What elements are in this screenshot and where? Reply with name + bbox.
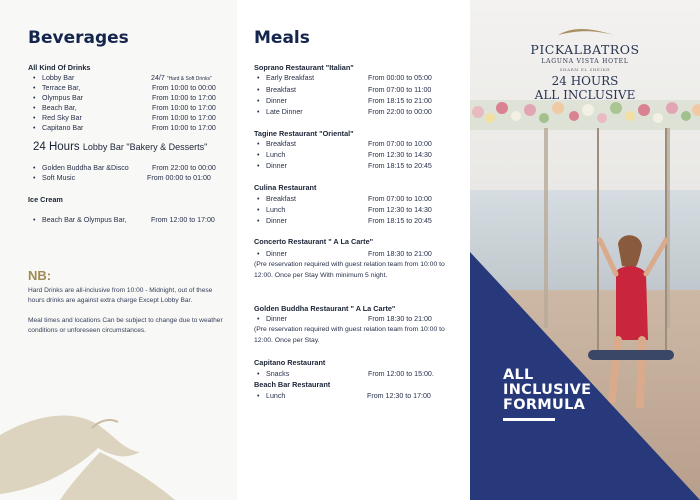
- meal-row: • Lunch From 12:30 to 17:00: [257, 392, 431, 400]
- formula-line-1: ALL: [503, 367, 534, 383]
- cover-hours: 24 HOURS: [551, 74, 619, 88]
- soprano-header: Soprano Restaurant "Italian": [254, 63, 354, 72]
- meal-row: • Snacks From 12:00 to 15:00.: [257, 370, 434, 378]
- meals-title: Meals: [254, 28, 310, 48]
- meal-row: • Dinner From 18:15 to 21:00: [257, 97, 432, 105]
- bird-watermark-icon: [0, 390, 237, 500]
- meal-row: • Late Dinner From 22:00 to 00:00: [257, 108, 432, 116]
- drink-row: • Capitano Bar From 10:00 to 17:00: [33, 124, 216, 132]
- capitano-header: Capitano Restaurant: [254, 358, 326, 367]
- cover-panel: [470, 0, 700, 500]
- drink-row: • Beach Bar & Olympus Bar, From 12:00 to 17:00: [33, 216, 215, 224]
- brand-subtitle: LAGUNA VISTA HOTEL: [541, 58, 629, 65]
- meal-row: • Dinner From 18:15 to 20:45: [257, 217, 432, 225]
- meals-panel: [237, 0, 470, 500]
- drink-row: • Lobby Bar 24/7 "Hard & Soft Drinks": [33, 74, 212, 82]
- drink-row: • Golden Buddha Bar &Disco From 22:00 to 00:00: [33, 164, 216, 172]
- concerto-header: Concerto Restaurant " A La Carte": [254, 237, 374, 246]
- brand-name: PICKALBATROS: [530, 42, 640, 57]
- meal-row: • Dinner From 18:30 to 21:00: [257, 315, 432, 323]
- ice-cream-header: Ice Cream: [28, 195, 63, 204]
- culina-header: Culina Restaurant: [254, 183, 317, 192]
- beachbar-header: Beach Bar Restaurant: [254, 380, 331, 389]
- meal-row: • Lunch From 12:30 to 14:30: [257, 206, 432, 214]
- beverages-title: Beverages: [28, 28, 129, 48]
- meal-row: • Dinner From 18:30 to 21:00: [257, 250, 432, 258]
- formula-line-3: FORMULA: [503, 397, 586, 413]
- formula-line-2: INCLUSIVE: [503, 382, 592, 398]
- drink-row: • Olympus Bar From 10:00 to 17:00: [33, 94, 216, 102]
- meal-row: • Breakfast From 07:00 to 10:00: [257, 195, 432, 203]
- drink-row: • Red Sky Bar From 10:00 to 17:00: [33, 114, 216, 122]
- drink-row: • Beach Bar, From 10:00 to 17:00: [33, 104, 216, 112]
- buddha-note: (Pre reservation required with guest relation team from 10:00 to 12:00. Once per Stay.: [254, 326, 445, 344]
- nb-text-2: Meal times and locations Can be subject to change due to weather conditions or unforeseen circumstances.: [28, 317, 223, 334]
- beverages-panel: [0, 0, 237, 500]
- buddha-header: Golden Buddha Restaurant " A La Carte": [254, 304, 396, 313]
- meal-row: • Lunch From 12:30 to 14:30: [257, 151, 432, 159]
- drink-row: • Terrace Bar, From 10:00 to 00:00: [33, 84, 216, 92]
- meal-row: • Breakfast From 07:00 to 11:00: [257, 86, 432, 94]
- brand-location: SHARM EL SHEIKH: [559, 67, 611, 72]
- concerto-note: (Pre reservation required with guest relation team from 10:00 to 12:00. Once per Stay With minimum 5 night.: [254, 261, 445, 279]
- cover-inclusive: ALL INCLUSIVE: [534, 88, 636, 102]
- formula-underline: [503, 418, 555, 421]
- drink-row: • Soft Music From 00:00 to 01:00: [33, 174, 211, 182]
- nb-text: Hard Drinks are all-inclusive from 10:00 - Midnight, out of these hours drinks are against extra charge Except Lobby Bar.: [28, 287, 213, 304]
- lobby-24-line: 24 Hours Lobby Bar "Bakery & Desserts": [33, 141, 208, 153]
- blue-triangle: [470, 0, 700, 500]
- meal-row: • Dinner From 18:15 to 20:45: [257, 162, 432, 170]
- meal-row: • Early Breakfast From 00:00 to 05:00: [257, 74, 432, 82]
- meal-row: • Breakfast From 07:00 to 10:00: [257, 140, 432, 148]
- all-kind-header: All Kind Of Drinks: [28, 63, 91, 72]
- nb-title: NB:: [28, 268, 52, 283]
- tagine-header: Tagine Restaurant "Oriental": [254, 129, 354, 138]
